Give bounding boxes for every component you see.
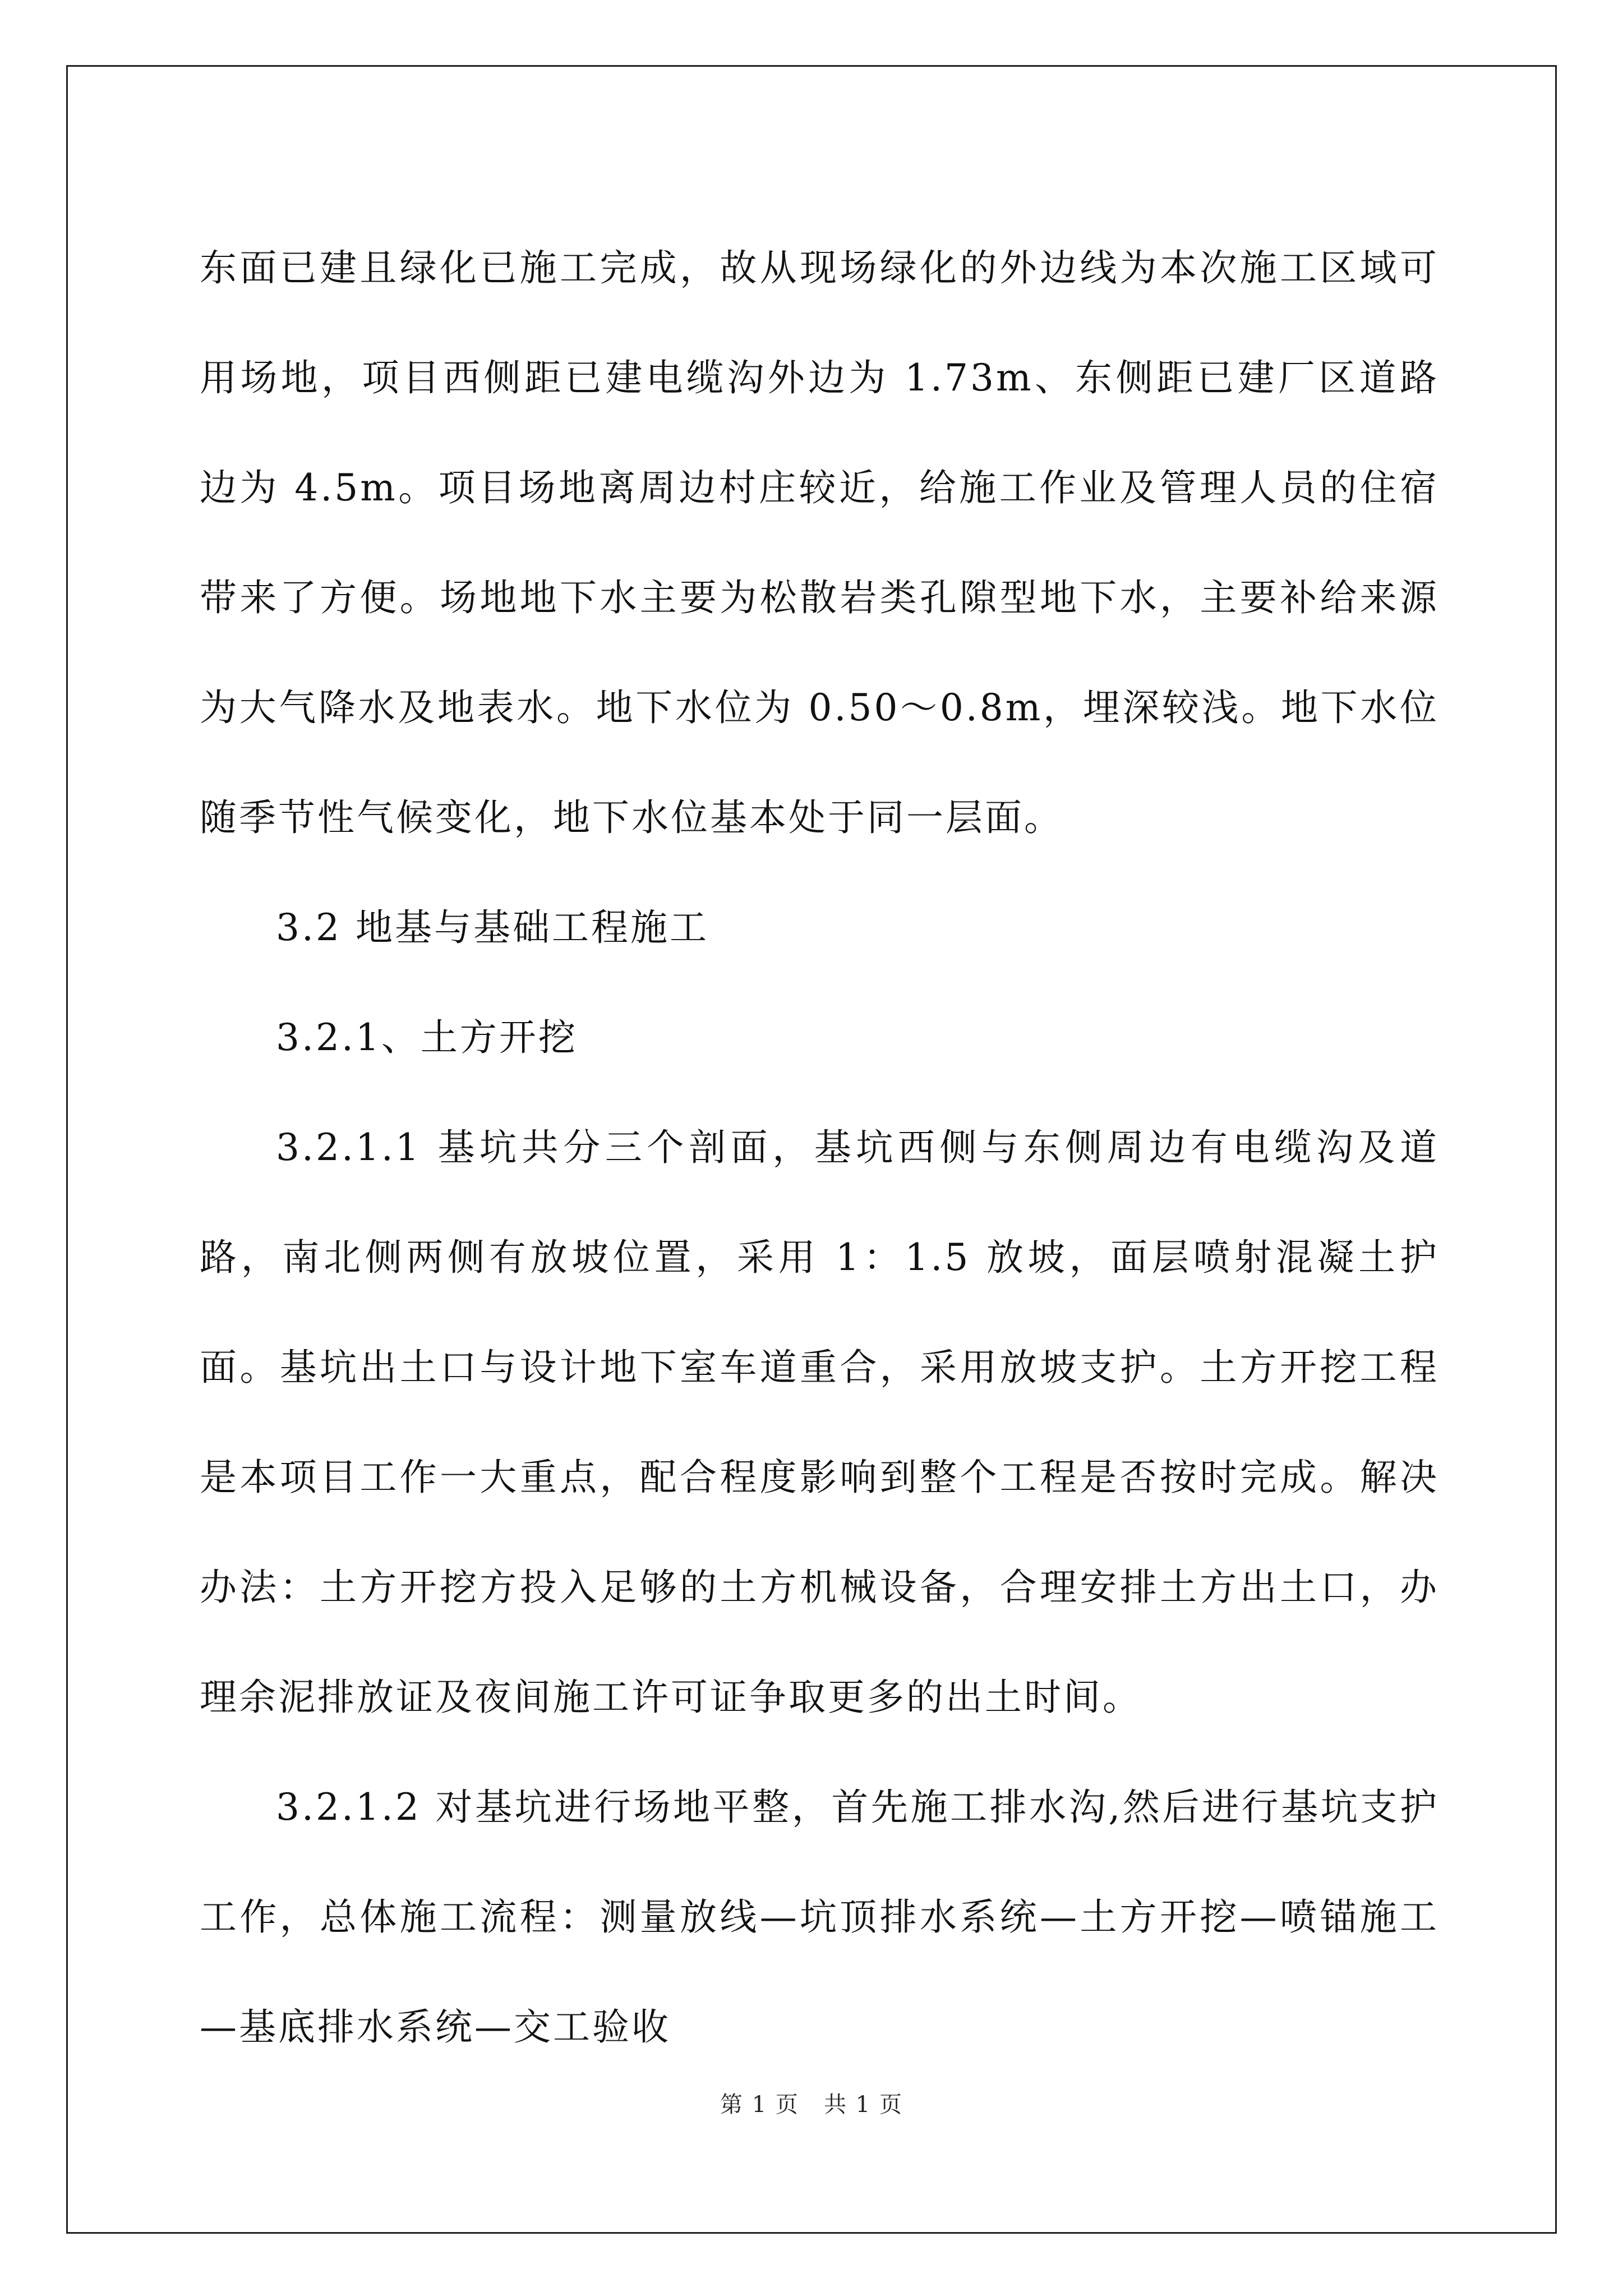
page-number-current: 第 1 页 [720,2092,799,2118]
document-body [200,213,1439,2082]
paragraph-site-conditions: 东面已建且绿化已施工完成，故从现场绿化的外边线为本次施工区域可用场地，项目西侧距已建电缆沟外边为 1.73m、东侧距已建厂区道路边为 4.5m。项目场地离周边村庄较近，给施工作业及管理人员的住宿带来了方便。场地地下水主要为松散岩类孔隙型地下水，主要补给来源为大气降水及地表水。地下水位为 0.50～0.8m，埋深较浅。地下水位随季节性气候变化，地下水位基本处于同一层面。 [200,246,1439,839]
paragraph-site-leveling-process: 3.2.1.2 对基坑进行场地平整，首先施工排水沟,然后进行基坑支护工作，总体施工流程：测量放线—坑顶排水系统—土方开挖—喷锚施工—基底排水系统—交工验收 [200,1786,1439,2049]
page-footer [0,2087,1623,2119]
page-number-total: 共 1 页 [824,2092,903,2118]
heading-earthwork-excavation: 3.2.1、土方开挖 [276,1016,578,1059]
paragraph-foundation-pit-sections: 3.2.1.1 基坑共分三个剖面，基坑西侧与东侧周边有电缆沟及道路，南北侧两侧有放坡位置，采用 1：1.5 放坡，面层喷射混凝土护面。基坑出土口与设计地下室车道重合，采用放坡支护。土方开挖工程是本项目工作一大重点，配合程度影响到整个工程是否按时完成。解决办法：土方开挖方投入足够的土方机械设备，合理安排土方出土口，办理余泥排放证及夜间施工许可证争取更多的出土时间。 [200,1126,1439,1719]
heading-foundation-engineering: 3.2 地基与基础工程施工 [276,906,709,949]
